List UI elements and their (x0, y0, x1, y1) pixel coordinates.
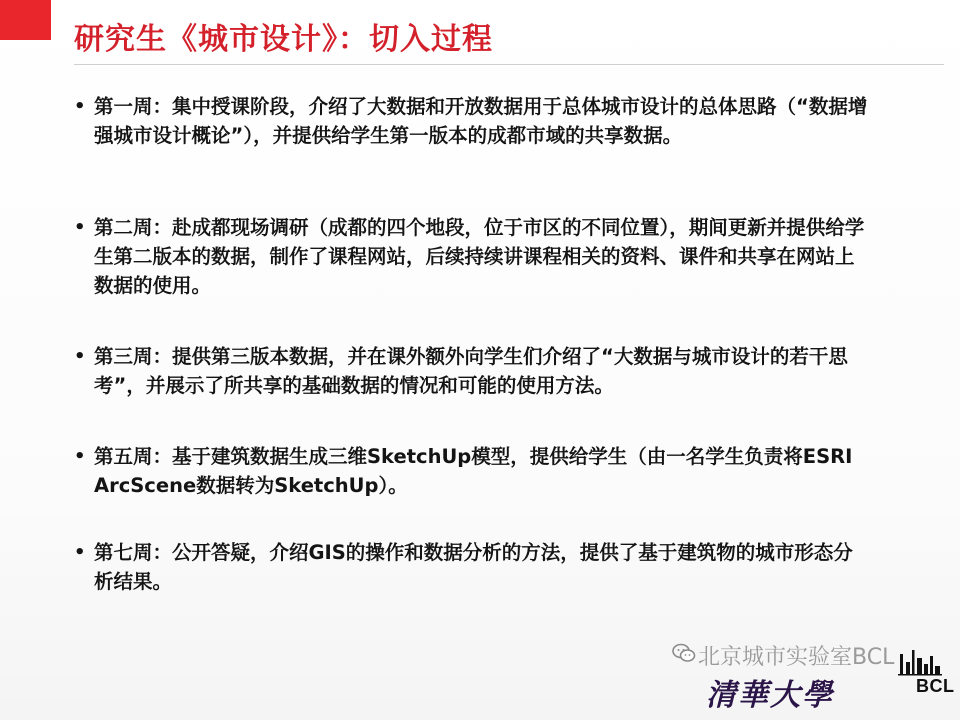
bullet-text: 第七周：公开答疑，介绍GIS的操作和数据分析的方法，提供了基于建筑物的城市形态分析结果。 (94, 541, 853, 593)
bullet-text: 第五周：基于建筑数据生成三维SketchUp模型，提供给学生（由一名学生负责将ESRI ArcScene数据转为SketchUp）。 (94, 445, 853, 497)
bullet-dot-icon: • (74, 346, 86, 367)
watermark-text: 北京城市实验室BCL (698, 645, 895, 670)
bullet-item-week5 (72, 442, 872, 538)
bcl-logo-text: BCL (916, 676, 955, 696)
bullet-text: 第一周：集中授课阶段，介绍了大数据和开放数据用于总体城市设计的总体思路（“数据增强城市设计概论”），并提供给学生第一版本的成都市域的共享数据。 (94, 95, 868, 147)
bullet-dot-icon: • (74, 217, 86, 238)
bullet-list (72, 92, 872, 598)
slide-title: 研究生《城市设计》：切入过程 (74, 22, 493, 57)
tsinghua-logo: 清華大學 (706, 678, 834, 713)
title-divider (74, 64, 944, 65)
bullet-dot-icon: • (74, 446, 86, 467)
bullet-item-week7 (72, 538, 872, 598)
footer (0, 630, 960, 720)
bullet-item-week2 (72, 213, 872, 342)
wechat-icon (672, 642, 696, 669)
bullet-item-week1 (72, 92, 872, 213)
bullet-dot-icon: • (74, 542, 86, 563)
bullet-item-week3 (72, 342, 872, 442)
bullet-text: 第三周：提供第三版本数据，并在课外额外向学生们介绍了“大数据与城市设计的若干思考”，并展示了所共享的基础数据的情况和可能的使用方法。 (94, 345, 848, 397)
corner-accent-block (0, 0, 51, 40)
bullet-text: 第二周：赴成都现场调研（成都的四个地段，位于市区的不同位置），期间更新并提供给学生第二版本的数据，制作了课程网站，后续持续讲课程相关的资料、课件和共享在网站上数据的使用。 (94, 216, 865, 297)
bullet-dot-icon: • (74, 96, 86, 117)
